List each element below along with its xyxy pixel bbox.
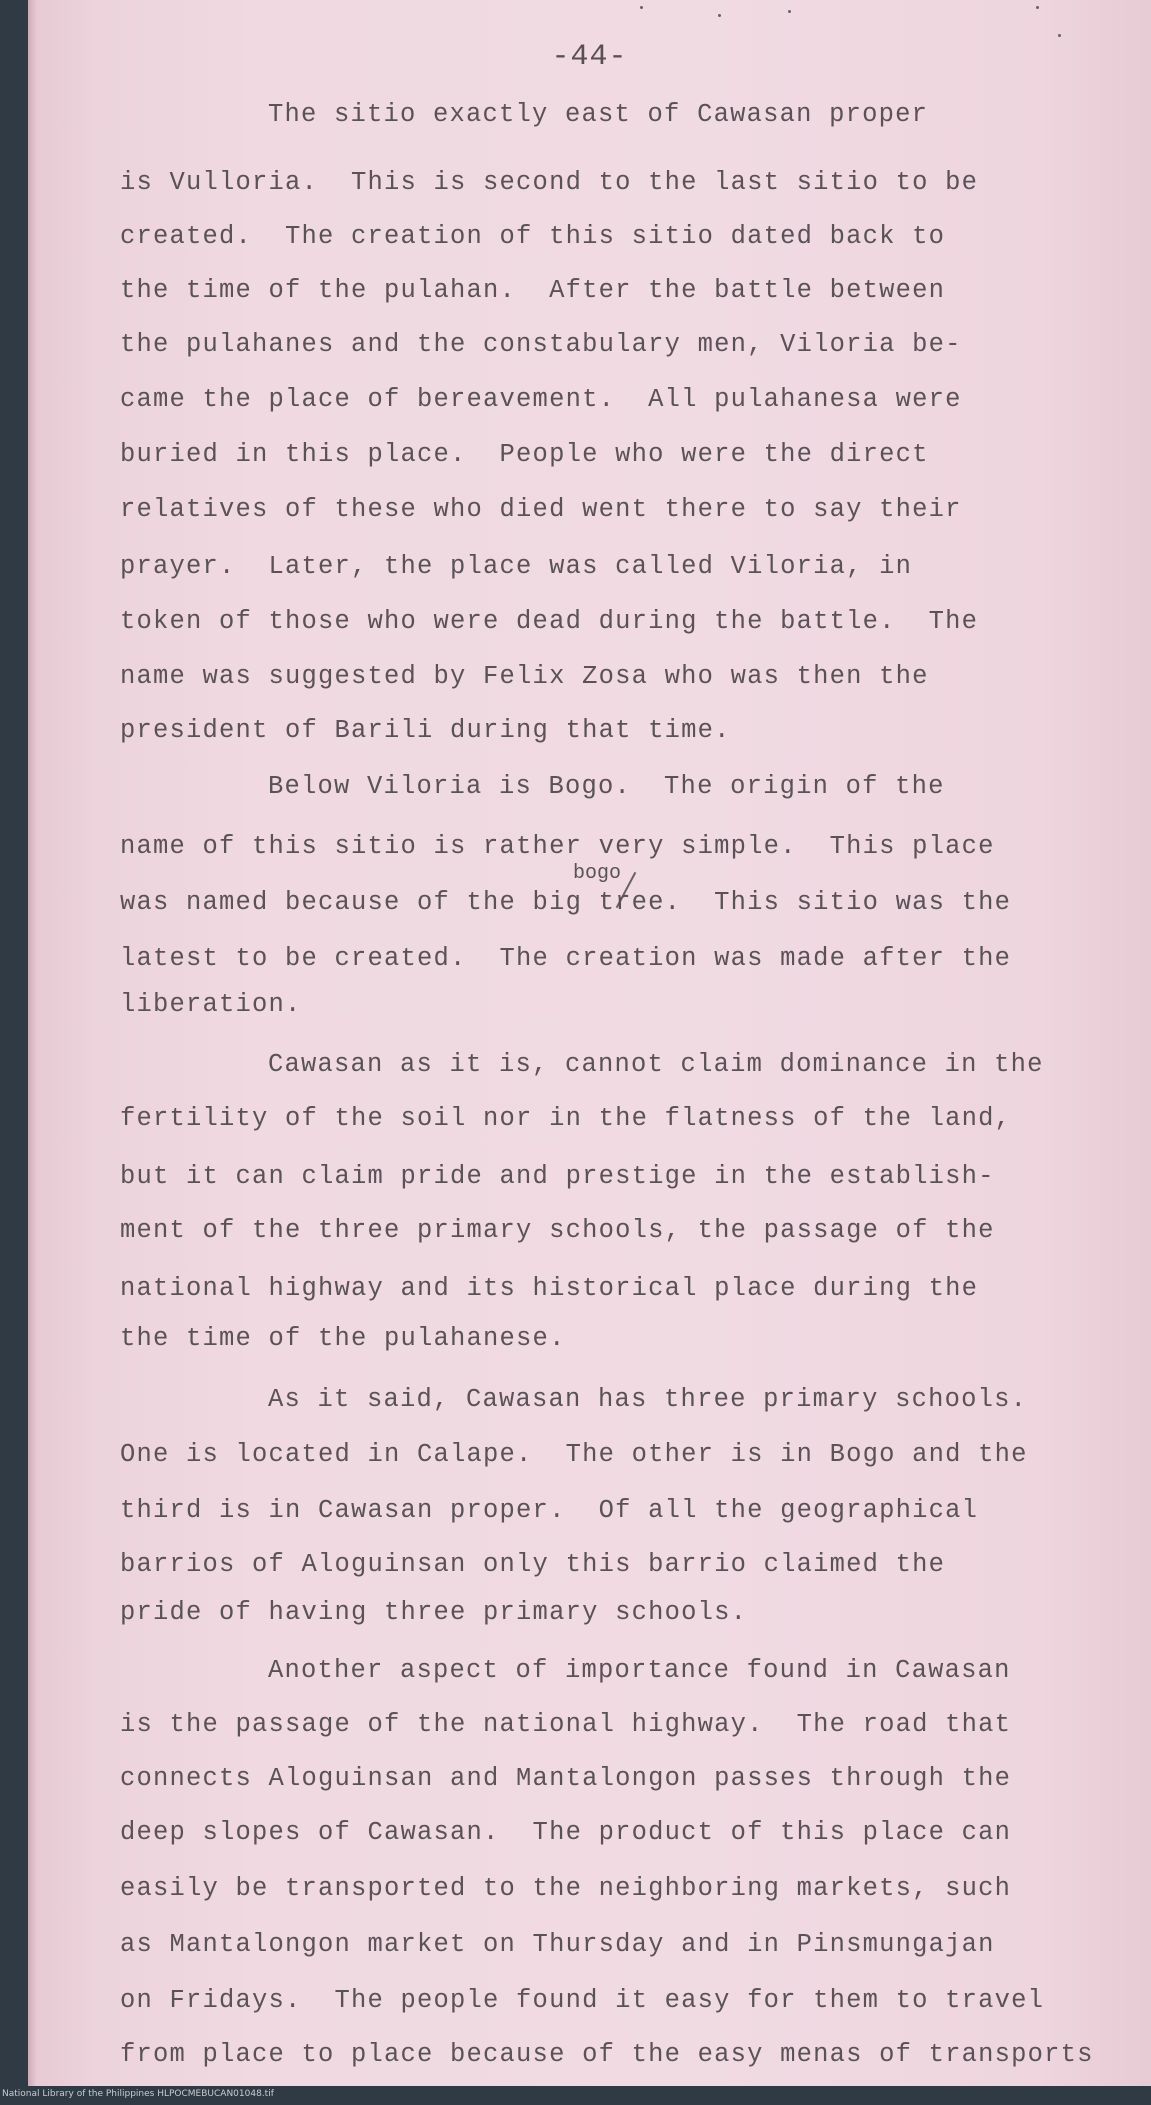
handwritten-annotation: bogo	[573, 862, 622, 885]
text-line: the pulahanes and the constabulary men, Viloria be-	[120, 330, 962, 359]
text-line: token of those who were dead during the battle. The	[120, 607, 979, 636]
text-line: the time of the pulahan. After the battle between	[120, 276, 946, 305]
scan-footer	[0, 2086, 1151, 2105]
paper-speck	[1036, 6, 1039, 9]
text-line: name of this sitio is rather very simple. This place	[120, 832, 995, 861]
text-line: easily be transported to the neighboring markets, such	[120, 1874, 1012, 1903]
document-page	[28, 0, 1151, 2086]
text-line: fertility of the soil nor in the flatness of the land,	[120, 1104, 1012, 1133]
text-line: connects Aloguinsan and Mantalongon passes through the	[120, 1764, 1012, 1793]
paper-speck	[788, 10, 791, 13]
text-line: the time of the pulahanese.	[120, 1324, 566, 1353]
text-line: created. The creation of this sitio dated back to	[120, 222, 946, 251]
text-line: The sitio exactly east of Cawasan proper	[268, 100, 929, 129]
text-line: ment of the three primary schools, the passage of the	[120, 1216, 995, 1245]
paper-speck	[718, 14, 721, 17]
text-line: on Fridays. The people found it easy for them to travel	[120, 1986, 1045, 2015]
text-line: liberation.	[120, 990, 302, 1019]
text-line: latest to be created. The creation was made after the	[120, 944, 1012, 973]
text-line: relatives of these who died went there to say their	[120, 495, 962, 524]
text-line: name was suggested by Felix Zosa who was then the	[120, 662, 929, 691]
text-line: from place to place because of the easy menas of transports	[120, 2040, 1094, 2069]
text-line: As it said, Cawasan has three primary schools.	[268, 1385, 1028, 1414]
footer-caption: National Library of the Philippines HLPOCMEBUCAN01048.tif	[2, 2089, 274, 2099]
text-line: but it can claim pride and prestige in the establish-	[120, 1162, 995, 1191]
text-line: came the place of bereavement. All pulahanesa were	[120, 385, 962, 414]
page-number: -44-	[551, 40, 628, 74]
text-line: One is located in Calape. The other is in Bogo and the	[120, 1440, 1028, 1469]
text-line: Below Viloria is Bogo. The origin of the	[268, 772, 945, 801]
text-line: buried in this place. People who were the direct	[120, 440, 929, 469]
text-line: prayer. Later, the place was called Viloria, in	[120, 552, 913, 581]
text-line: is the passage of the national highway. The road that	[120, 1710, 1012, 1739]
text-line: as Mantalongon market on Thursday and in Pinsmungajan	[120, 1930, 995, 1959]
text-line: pride of having three primary schools.	[120, 1598, 748, 1627]
text-line: barrios of Aloguinsan only this barrio claimed the	[120, 1550, 946, 1579]
text-line: was named because of the big tree. This sitio was the	[120, 888, 1012, 917]
text-line: Cawasan as it is, cannot claim dominance in the	[268, 1050, 1044, 1079]
text-line: national highway and its historical place during the	[120, 1274, 979, 1303]
paper-speck	[1058, 34, 1061, 37]
text-line: president of Barili during that time.	[120, 716, 731, 745]
text-line: third is in Cawasan proper. Of all the geographical	[120, 1496, 979, 1525]
text-line: is Vulloria. This is second to the last sitio to be	[120, 168, 979, 197]
text-line: Another aspect of importance found in Cawasan	[268, 1656, 1011, 1685]
text-line: deep slopes of Cawasan. The product of this place can	[120, 1818, 1012, 1847]
paper-speck	[640, 6, 643, 9]
